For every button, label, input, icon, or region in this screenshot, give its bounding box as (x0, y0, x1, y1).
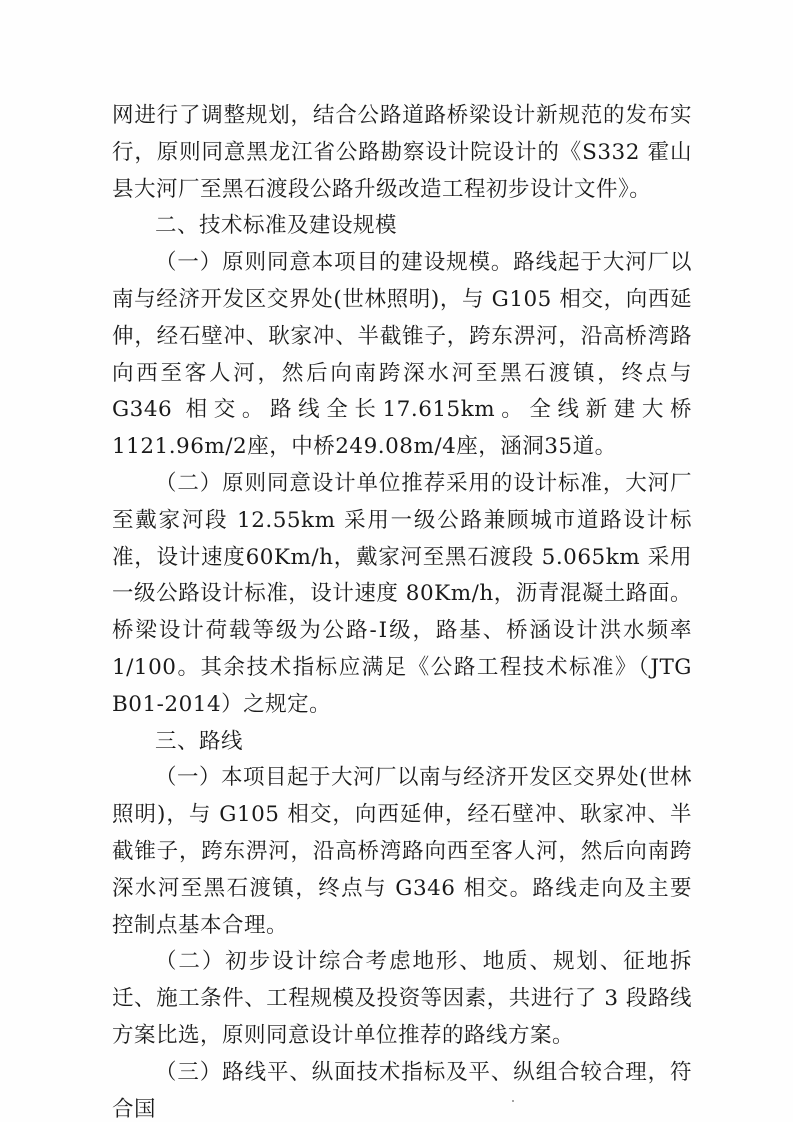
paragraph-route-alignment: （三）路线平、纵面技术指标及平、纵组合较合理，符合国 (112, 1059, 692, 1122)
section-heading-technical-standards: 二、技术标准及建设规模 (155, 213, 398, 239)
paragraph-design-standards: （二）原则同意设计单位推荐采用的设计标准，大河厂至戴家河段 12.55km 采用一级公路兼顾城市道路设计标准，设计速度60Km/h，戴家河至黑石渡段 5.065km 采用一级公路设计标准，设计速度 80Km/h，沥青混凝土路面。桥梁设计荷载等级为公路-Ⅰ级，路基、桥涵设计洪水频率 1/100。其余技术指标应满足《公路工程技术标准》（JTG B01-2014）之规定。 (112, 470, 692, 717)
paragraph-route-comparison: （二）初步设计综合考虑地形、地质、规划、征地拆迁、施工条件、工程规模及投资等因素，共进行了 3 段路线方案比选，原则同意设计单位推荐的路线方案。 (112, 949, 692, 1048)
intro-paragraph: 网进行了调整规划，结合公路道路桥梁设计新规范的发布实行，原则同意黑龙江省公路勘察设计院设计的《S332 霍山县大河厂至黑石渡段公路升级改造工程初步设计文件》。 (112, 103, 692, 202)
paragraph-route-start: （一）本项目起于大河厂以南与经济开发区交界处(世林照明)，与 G105 相交，向西延伸，经石壁冲、耿家冲、半截锥子，跨东淠河，沿高桥湾路向西至客人河，然后向南跨深水河至黑石渡镇，终点与 G346 相交。路线走向及主要控制点基本合理。 (112, 765, 692, 938)
section-heading-route: 三、路线 (155, 728, 244, 754)
scan-speck (512, 1100, 514, 1102)
document-body (112, 98, 692, 1128)
paragraph-construction-scale: （一）原则同意本项目的建设规模。路线起于大河厂以南与经济开发区交界处(世林照明)，与 G105 相交，向西延伸，经石壁冲、耿家冲、半截锥子，跨东淠河，沿高桥湾路向西至客人河，然后向南跨深水河至黑石渡镇，终点与 G346 相交。路线全长17.615km。全线新建大桥1121.96m/2座，中桥249.08m/4座，涵洞35道。 (112, 250, 692, 460)
